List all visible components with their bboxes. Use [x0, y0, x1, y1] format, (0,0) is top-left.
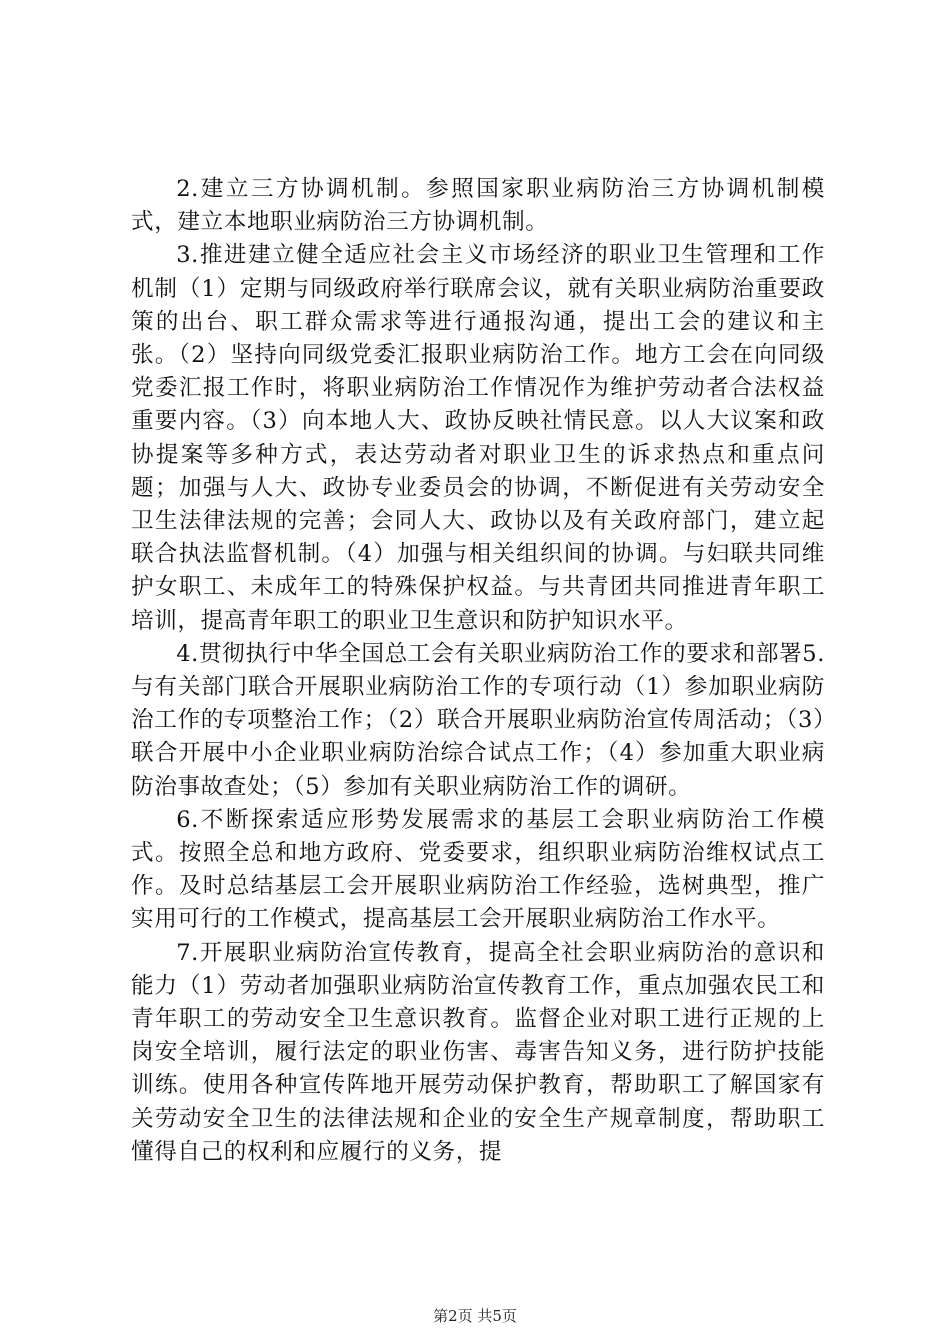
paragraph: 6.不断探索适应形势发展需求的基层工会职业病防治工作模式。按照全总和地方政府、党委要求，组织职业病防治维权试点工作。及时总结基层工会开展职业病防治工作经验，选树典型，推广实用可行的工作模式，提高基层工会开展职业病防治工作水平。 [131, 806, 825, 933]
paragraph: 2.建立三方协调机制。参照国家职业病防治三方协调机制模式，建立本地职业病防治三方协调机制。 [131, 176, 825, 236]
document-body [131, 173, 825, 1169]
page-footer: 第2页 共5页 [433, 1307, 517, 1325]
paragraph: 7.开展职业病防治宣传教育，提高全社会职业病防治的意识和能力（1）劳动者加强职业病防治宣传教育工作，重点加强农民工和青年职工的劳动安全卫生意识教育。监督企业对职工进行正规的上岗安全培训，履行法定的职业伤害、毒害告知义务，进行防护技能训练。使用各种宣传阵地开展劳动保护教育，帮助职工了解国家有关劳动安全卫生的法律法规和企业的安全生产规章制度，帮助职工懂得自己的权利和应履行的义务，提 [131, 939, 825, 1165]
paragraph: 4.贯彻执行中华全国总工会有关职业病防治工作的要求和部署5.与有关部门联合开展职业病防治工作的专项行动（1）参加职业病防治工作的专项整治工作；（2）联合开展职业病防治宣传周活动；（3）联合开展中小企业职业病防治综合试点工作；（4）参加重大职业病防治事故查处；（5）参加有关职业病防治工作的调研。 [131, 640, 825, 800]
paragraph: 3.推进建立健全适应社会主义市场经济的职业卫生管理和工作机制（1）定期与同级政府举行联席会议，就有关职业病防治重要政策的出台、职工群众需求等进行通报沟通，提出工会的建议和主张。（2）坚持向同级党委汇报职业病防治工作。地方工会在向同级党委汇报工作时，将职业病防治工作情况作为维护劳动者合法权益重要内容。（3）向本地人大、政协反映社情民意。以人大议案和政协提案等多种方式，表达劳动者对职业卫生的诉求热点和重点问题；加强与人大、政协专业委员会的协调，不断促进有关劳动安全卫生法律法规的完善；会同人大、政协以及有关政府部门，建立起联合执法监督机制。（4）加强与相关组织间的协调。与妇联共同维护女职工、未成年工的特殊保护权益。与共青团共同推进青年职工培训，提高青年职工的职业卫生意识和防护知识水平。 [131, 242, 825, 634]
